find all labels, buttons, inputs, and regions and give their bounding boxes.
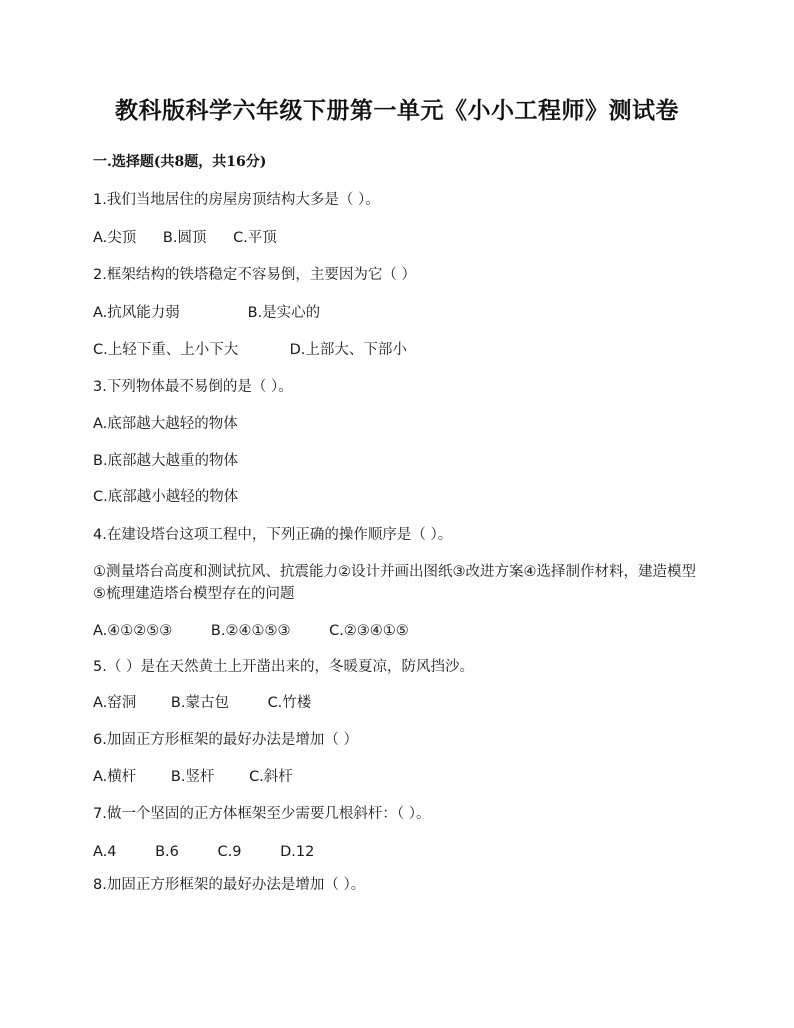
question-2-options-row-2 <box>93 339 407 361</box>
question-7-option-a: A.4 <box>93 844 117 860</box>
question-2-option-b: B.是实心的 <box>247 305 321 321</box>
question-1-stem: 1.我们当地居住的房屋房顶结构大多是（ ）。 <box>93 192 380 208</box>
question-8-stem: 8.加固正方形框架的最好办法是增加（ ）。 <box>93 877 366 893</box>
question-2-stem: 2.框架结构的铁塔稳定不容易倒，主要因为它（ ） <box>93 267 416 283</box>
question-5-option-c: C.竹楼 <box>267 695 312 711</box>
question-1-option-b: B.圆顶 <box>162 230 207 246</box>
question-4-stem: 4.在建设塔台这项工程中，下列正确的操作顺序是（ ）。 <box>93 527 453 543</box>
question-3-option-a: A.底部越大越轻的物体 <box>93 416 238 432</box>
question-2-option-d: D.上部大、下部小 <box>289 342 407 358</box>
question-5-stem: 5.（ ）是在天然黄土上开凿出来的，冬暖夏凉，防风挡沙。 <box>93 659 474 675</box>
question-6-option-a: A.横杆 <box>93 769 137 785</box>
question-1-option-a: A.尖顶 <box>93 230 137 246</box>
question-2-option-c: C.上轻下重、上小下大 <box>93 342 239 358</box>
page-title: 教科版科学六年级下册第一单元《小小工程师》测试卷 <box>115 97 679 124</box>
question-6-options <box>93 766 293 788</box>
question-6-option-b: B.竖杆 <box>170 769 215 785</box>
question-5-option-b: B.蒙古包 <box>170 695 229 711</box>
question-4-option-b: B.②④①⑤③ <box>210 623 291 639</box>
question-6-stem: 6.加固正方形框架的最好办法是增加（ ） <box>93 732 358 748</box>
question-4-option-c: C.②③④①⑤ <box>329 623 409 639</box>
question-7-option-b: B.6 <box>155 844 179 860</box>
question-7-option-d: D.12 <box>280 844 315 860</box>
question-5-option-a: A.窑洞 <box>93 695 137 711</box>
question-3-option-b: B.底部越大越重的物体 <box>93 453 239 469</box>
question-4-steps: ①测量塔台高度和测试抗风、抗震能力②设计并画出图纸③改进方案④选择制作材料，建造模型⑤梳理建造塔台模型存在的问题 <box>93 564 696 602</box>
question-2-options-row-1 <box>93 302 320 324</box>
question-2-option-a: A.抗风能力弱 <box>93 305 180 321</box>
question-4-option-a: A.④①②⑤③ <box>93 623 173 639</box>
question-1-option-c: C.平顶 <box>233 230 277 246</box>
section-header: 一.选择题(共8题，共16分) <box>93 154 267 170</box>
question-4-options <box>93 620 409 642</box>
question-7-options <box>93 841 314 863</box>
question-6-option-c: C.斜杆 <box>249 769 293 785</box>
question-3-option-c: C.底部越小越轻的物体 <box>93 489 239 505</box>
question-5-options <box>93 692 311 714</box>
question-1-options <box>93 227 277 249</box>
question-3-stem: 3.下列物体最不易倒的是（ ）。 <box>93 379 293 395</box>
question-7-option-c: C.9 <box>217 844 242 860</box>
question-7-stem: 7.做一个坚固的正方体框架至少需要几根斜杆：（ ）。 <box>93 806 431 822</box>
